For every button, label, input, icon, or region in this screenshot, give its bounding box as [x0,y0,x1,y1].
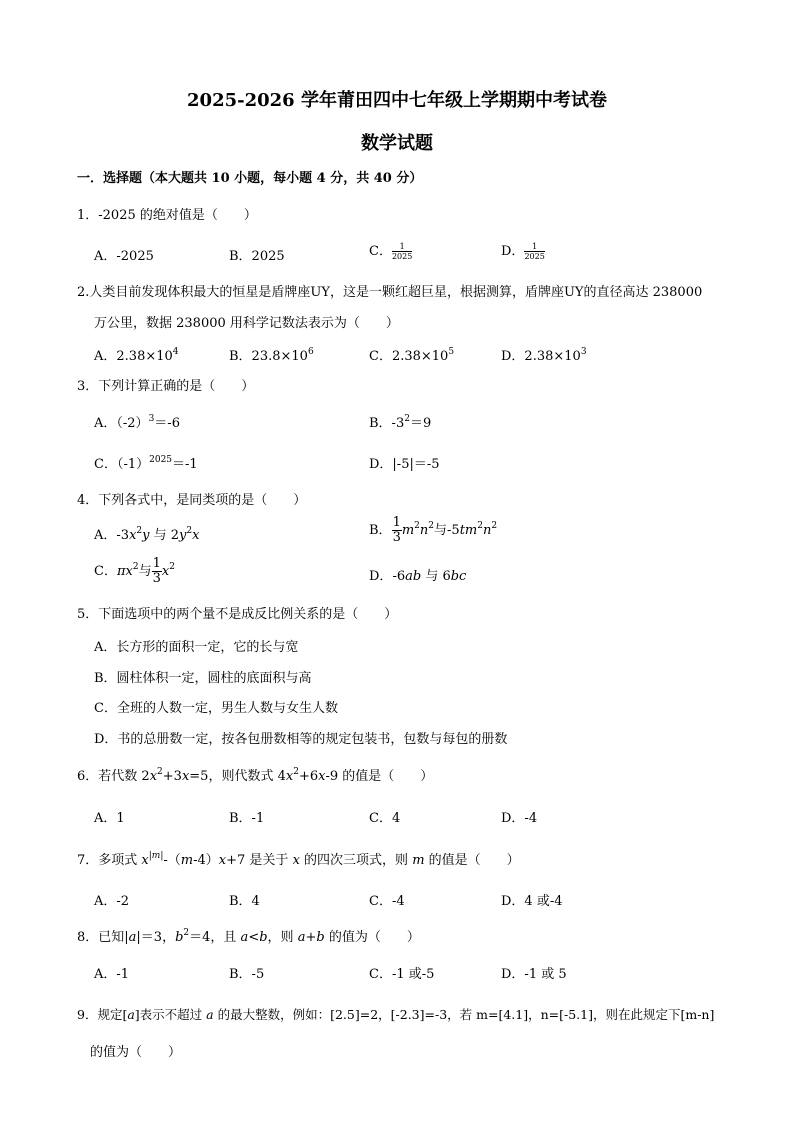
question-1-stem: 1．-2025 的绝对值是（ ） [77,208,257,223]
q3-option-b: B．$-3^2=9$ [369,414,432,431]
q4-option-b: B． $\frac{1}{3}$ $m^2n^2$与$-5tm^2n^2$ [369,515,498,545]
q1-option-d: D． $\frac{1}{2025}$ [501,242,545,261]
question-4-stem: 4．下列各式中，是同类项的是（ ） [77,493,307,508]
q5-option-a: A．长方形的面积一定，它的长与宽 [94,640,299,655]
q6-option-a: A．1 [94,811,125,826]
q3-option-a: A．$(-2)^3=-6$ [94,414,180,431]
question-7-stem: 7．多项式 $x^{|m|}-(m-4)x+7$ 是关于 x 的四次三项式，则 m 的值是（ ） [77,851,520,868]
fraction: $\frac{1}{2025}$ [524,242,545,261]
q7-option-a: A．-2 [94,894,130,909]
q2-option-c: C．$2.38\times 10^5$ [369,347,455,364]
q5-option-d: D．书的总册数一定，按各包册数相等的规定包装书，包数与每包的册数 [94,732,508,747]
q4-option-d: D．-6ab 与 6bc [369,569,467,584]
fraction: $\frac{1}{3}$ [392,515,401,545]
q1-option-a: A．-2025 [94,249,154,264]
q5-option-b: B．圆柱体积一定，圆柱的底面积与高 [94,671,312,686]
q8-option-c: C．-1 或-5 [369,967,435,982]
q7-option-d: D．4 或-4 [501,894,563,909]
q8-option-b: B．-5 [229,967,265,982]
question-9-line1: 9．规定[a]表示不超过 a 的最大整数，例如：[2.5]=2，[-2.3]=-3，若 m=[4.1]，n=[-5.1]，则在此规定下[m-n] [77,1007,715,1022]
question-2-line2: 万公里，数据 238000 用科学记数法表示为（ ） [94,316,399,331]
fraction: $\frac{1}{3}$ [152,556,161,586]
question-9-line2: 的值为（ ） [90,1045,182,1060]
exam-subtitle: 数学试题 [361,133,433,154]
q8-option-a: A．-1 [94,967,130,982]
q8-option-d: D．-1 或 5 [501,967,567,982]
question-3-stem: 3．下列计算正确的是（ ） [77,379,255,394]
q5-option-c: C．全班的人数一定，男生人数与女生人数 [94,701,338,716]
q4-option-c: C．$\pi x^2$与 $\frac{1}{3}$ $x^2$ [94,556,175,586]
q7-option-c: C．-4 [369,894,405,909]
q3-option-d: D．|-5|＝-5 [369,457,440,472]
q6-option-c: C．4 [369,811,401,826]
q2-option-d: D．$2.38\times 10^3$ [501,347,587,364]
q3-option-c: C．$(-1)^{2025}=-1$ [94,455,198,472]
q7-option-b: B．4 [229,894,260,909]
question-8-stem: 8．已知|a|＝3，$b^2=4$，且 a<b，则 a+b 的值为（ ） [77,928,420,945]
q6-option-b: B．-1 [229,811,265,826]
q4-option-a: A．$-3x^2y$ 与 $2y^2x$ [94,526,200,543]
exam-title: 2025-2026 学年莆田四中七年级上学期期中考试卷 [187,90,607,111]
section-heading: 一．选择题（本大题共 10 小题，每小题 4 分，共 40 分） [77,171,423,186]
q6-option-d: D．-4 [501,811,538,826]
q1-option-c: C． $\frac{1}{2025}$ [369,242,413,261]
q2-option-a: A．$2.38\times 10^4$ [94,347,179,364]
question-2-line1: 2.人类目前发现体积最大的恒星是盾牌座UY，这是一颗红超巨星，根据测算，盾牌座UY的直径高达 238000 [77,285,703,300]
question-6-stem: 6．若代数 $2x^2+3x=5$，则代数式 $4x^2+6x-9$ 的值是（ ） [77,767,434,784]
fraction: $\frac{1}{2025}$ [391,242,413,261]
q2-option-b: B．$23.8\times 10^6$ [229,347,314,364]
question-5-stem: 5．下面选项中的两个量不是成反比例关系的是（ ） [77,607,398,622]
q1-option-b: B．2025 [229,249,285,264]
